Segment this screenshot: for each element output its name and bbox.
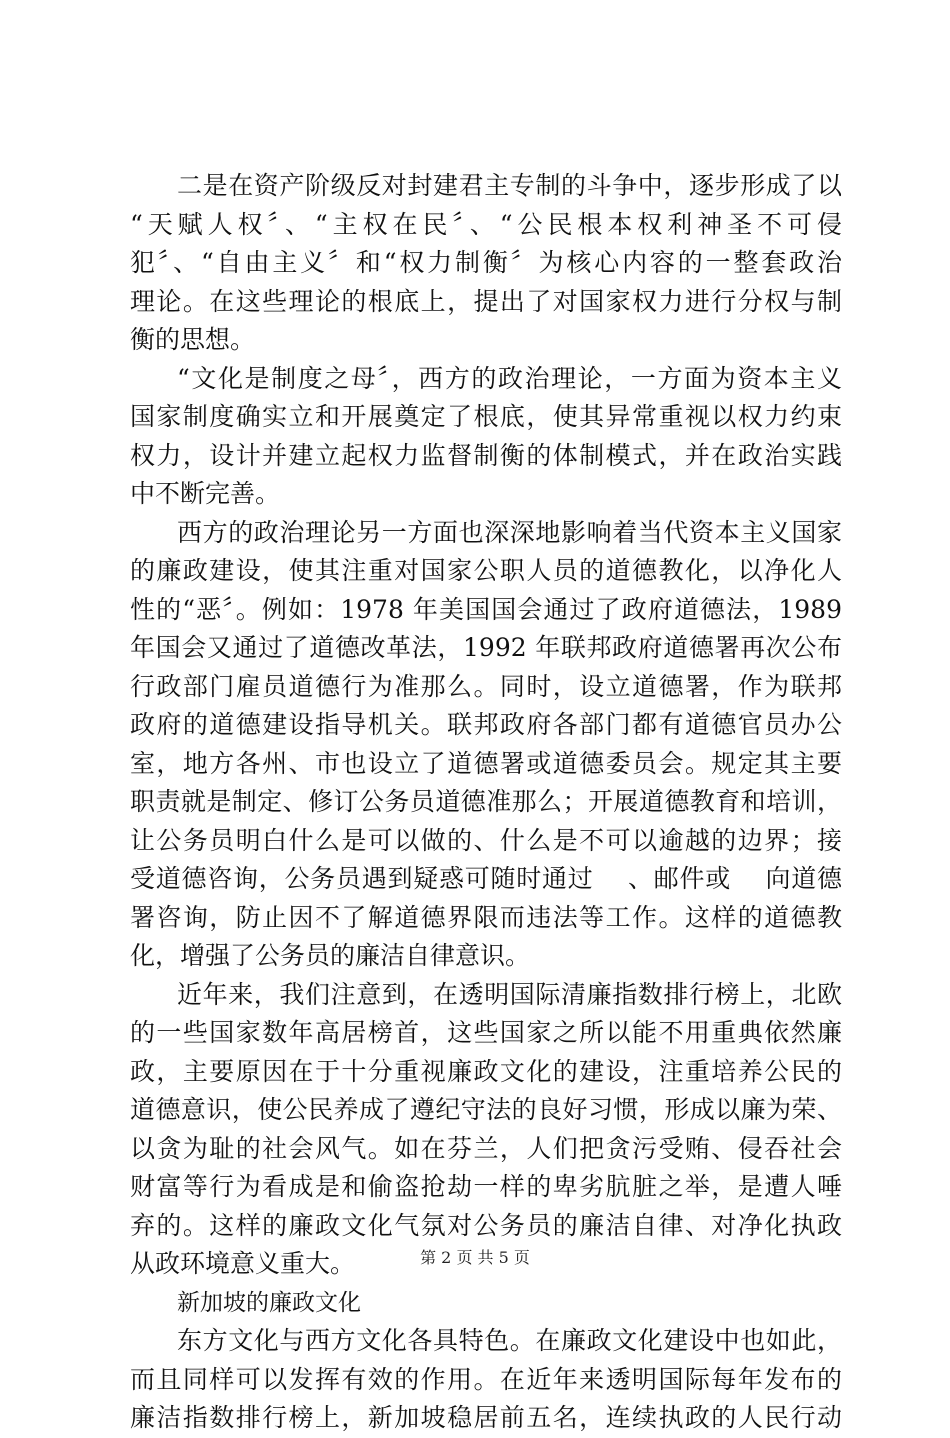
paragraph-3-line-7: 室，地方各州、市也设立了道德署或道德委员会。规定其主要 xyxy=(130,748,842,778)
paragraph-1-line-4: 理论。在这些理论的根底上，提出了对国家权力进行分权与制 xyxy=(130,286,842,316)
section-heading: 新加坡的廉政文化 xyxy=(177,1289,361,1316)
paragraph-3-line-12: 化，增强了公务员的廉洁自律意识。 xyxy=(130,941,531,970)
paragraph-2-line-1: “文化是制度之母〞，西方的政治理论，一方面为资本主义 xyxy=(177,363,842,393)
paragraph-3-line-3: 性的“恶〞。例如：1978 年美国国会通过了政府道德法，1989 xyxy=(130,594,842,624)
paragraph-3-line-2: 的廉政建设，使其注重对国家公职人员的道德教化，以净化人 xyxy=(130,556,842,585)
paragraph-5-line-1: 东方文化与西方文化各具特色。在廉政文化建设中也如此， xyxy=(177,1326,842,1355)
paragraph-3-line-11: 署咨询，防止因不了解道德界限而违法等工作。这样的道德教 xyxy=(130,902,842,932)
paragraph-5-line-3: 廉洁指数排行榜上，新加坡稳居前五名，连续执政的人民行动 xyxy=(130,1403,842,1432)
paragraph-3-line-8: 职责就是制定、修订公务员道德准那么；开展道德教育和培训， xyxy=(130,787,842,816)
paragraph-4-line-2: 的一些国家数年高居榜首，这些国家之所以能不用重典依然廉 xyxy=(130,1018,842,1047)
paragraph-3-line-4: 年国会又通过了道德改革法，1992 年联邦政府道德署再次公布 xyxy=(130,633,842,662)
paragraph-4-line-8: 从政环境意义重大。 xyxy=(130,1249,356,1278)
paragraph-3-line-5: 行政部门雇员道德行为准那么。同时，设立道德署，作为联邦 xyxy=(130,671,842,701)
paragraph-1-line-2: “天赋人权〞、“主权在民〞、“公民根本权利神圣不可侵 xyxy=(130,209,842,239)
paragraph-4-line-6: 财富等行为看成是和偷盗抢劫一样的卑劣肮脏之举，是遭人唾 xyxy=(130,1172,842,1201)
body-text xyxy=(130,167,842,1438)
paragraph-1-line-5: 衡的思想。 xyxy=(130,325,256,354)
paragraph-4-line-7: 弃的。这样的廉政文化气氛对公务员的廉洁自律、对净化执政 xyxy=(130,1210,842,1240)
paragraph-3-line-1: 西方的政治理论另一方面也深深地影响着当代资本主义国家 xyxy=(177,517,842,547)
paragraph-4-line-1: 近年来，我们注意到，在透明国际清廉指数排行榜上，北欧 xyxy=(177,979,842,1009)
paragraph-3-line-9: 让公务员明白什么是可以做的、什么是不可以逾越的边界；接 xyxy=(130,825,842,855)
paragraph-2-line-3: 权力，设计并建立起权力监督制衡的体制模式，并在政治实践 xyxy=(130,440,842,470)
paragraph-3-line-6: 政府的道德建设指导机关。联邦政府各部门都有道德官员办公 xyxy=(130,710,842,739)
paragraph-4-line-4: 道德意识，使公民养成了遵纪守法的良好习惯，形成以廉为荣、 xyxy=(130,1095,842,1124)
paragraph-5-line-2: 而且同样可以发挥有效的作用。在近年来透明国际每年发布的 xyxy=(130,1364,842,1394)
paragraph-1-line-1: 二是在资产阶级反对封建君主专制的斗争中，逐步形成了以 xyxy=(177,171,842,200)
paragraph-4-line-3: 政，主要原因在于十分重视廉政文化的建设，注重培养公民的 xyxy=(130,1056,842,1086)
page-footer: 第 2 页 共 5 页 xyxy=(420,1248,530,1267)
paragraph-2-line-2: 国家制度确实立和开展奠定了根底，使其异常重视以权力约束 xyxy=(130,402,842,431)
paragraph-4-line-5: 以贪为耻的社会风气。如在芬兰，人们把贪污受贿、侵吞社会 xyxy=(130,1133,842,1163)
paragraph-1-line-3: 犯〞、“自由主义〞和“权力制衡〞为核心内容的一整套政治 xyxy=(130,248,842,277)
paragraph-3-line-10: 受道德咨询，公务员遇到疑惑可随时通过 、邮件或 向道德 xyxy=(130,864,842,893)
paragraph-2-line-4: 中不断完善。 xyxy=(130,479,281,508)
